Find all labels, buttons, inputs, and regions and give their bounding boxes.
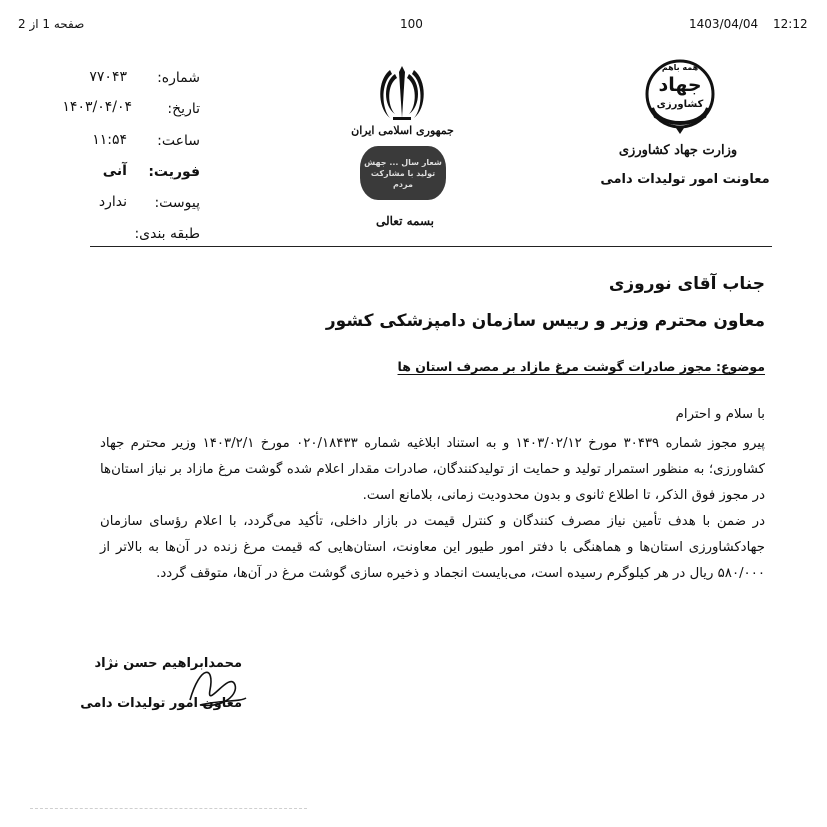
print-date: 1403/04/04	[689, 17, 759, 31]
print-number: 100	[400, 17, 423, 31]
signer-name: محمدابراهیم حسن نژاد	[94, 656, 242, 671]
subject-line: موضوع: مجوز صادرات گوشت مرغ مازاد بر مصرف استان ها	[397, 359, 765, 374]
recipient-title: معاون محترم وزیر و رییس سازمان دامپزشکی کشور	[325, 311, 765, 331]
number-value: ۷۷۰۴۳	[89, 69, 127, 85]
deputy-name: معاونت امور تولیدات دامی	[600, 172, 770, 187]
page-indicator: صفحه 1 از 2	[18, 17, 85, 31]
recipient-name: جناب آقای نوروزی	[608, 274, 765, 294]
salutation: با سلام و احترام	[675, 407, 765, 422]
date-value: ۱۴۰۳/۰۴/۰۴	[62, 99, 132, 115]
date-label: تاریخ:	[167, 101, 200, 117]
scan-artifact-line	[30, 808, 307, 809]
year-slogan-seal	[360, 146, 446, 200]
iran-emblem-icon	[375, 62, 429, 124]
time-value: ۱۱:۵۴	[92, 132, 127, 148]
republic-text: جمهوری اسلامی ایران	[351, 124, 454, 137]
signature-scribble	[180, 660, 250, 720]
logo-main-text: جهاد	[658, 74, 702, 96]
ministry-name: وزارت جهاد کشاورزی	[618, 143, 738, 158]
letter-body	[100, 402, 765, 587]
logo-sub-text: کشاورزی	[656, 99, 704, 110]
logo-top-text: همه باهم	[661, 63, 699, 72]
signer-title: معاون امور تولیدات دامی	[80, 696, 242, 711]
print-time: 12:12	[773, 17, 808, 31]
time-label: ساعت:	[157, 133, 200, 149]
seal-text: شعار سال ... جهش تولید با مشارکت مردم	[364, 157, 442, 189]
number-label: شماره:	[157, 70, 200, 86]
urgency-label: فوریت:	[148, 164, 200, 180]
paragraph-2: در ضمن با هدف تأمین نیاز مصرف کنندگان و کنترل قیمت در بازار داخلی، تأکید می‌گردد، با اعلام رؤسای سازمان جهادکشاورزی استان‌ها و هماهنگی با دفتر امور طیور این معاونت، استان‌هایی که قیمت مرغ زنده در آن‌ها به بالاتر از ۵۸۰/۰۰۰ ریال در هر کیلوگرم رسیده است، می‌بایست انجماد و ذخیره سازی گوشت مرغ در آن‌ها، متوقف گردد.	[100, 514, 765, 581]
urgency-value: آنی	[102, 163, 127, 179]
attachment-label: پیوست:	[154, 195, 200, 211]
paragraph-1: پیرو مجوز شماره ۳۰۴۳۹ مورخ ۱۴۰۳/۰۲/۱۲ و به استناد ابلاغیه شماره ۰۲۰/۱۸۴۳۳ مورخ ۱۴۰۳/۲/۱ وزیر محترم جهاد کشاورزی؛ به منظور استمرار تولید و حمایت از تولیدکنندگان، صادرات مقدار اعلام شده گوشت مرغ مازاد بر نیاز استان‌ها در مجوز فوق الذکر، تا اطلاع ثانوی و بدون محدودیت زمانی، بلامانع است.	[100, 436, 765, 503]
basmala-text: بسمه تعالی	[375, 214, 435, 228]
classification-label: طبقه بندی:	[134, 226, 200, 242]
header-divider	[90, 246, 772, 247]
attachment-value: ندارد	[98, 194, 127, 210]
